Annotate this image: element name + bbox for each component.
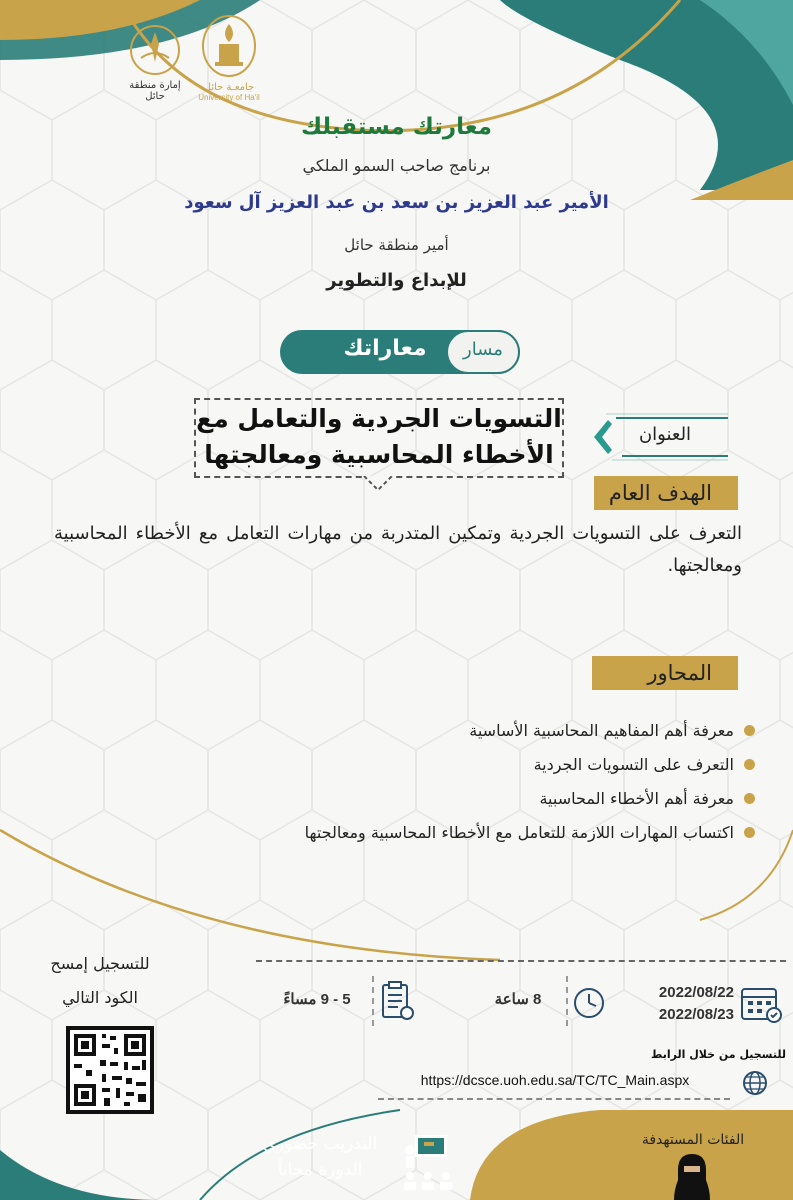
- track-name: معاراتك: [343, 336, 427, 361]
- program-suffix: للإبداع والتطوير: [326, 270, 467, 291]
- university-logo: [196, 14, 262, 102]
- training-classroom-icon: [398, 1132, 458, 1196]
- track-pill: [280, 330, 520, 374]
- clock-icon: [572, 986, 606, 1020]
- divider-arc-decoration: [0, 800, 793, 970]
- date-start: 2022/08/22: [658, 984, 734, 1001]
- prince-title: أمير منطقة حائل: [344, 236, 449, 254]
- clipboard-icon: [380, 980, 416, 1022]
- axes-item: معرفة أهم المفاهيم المحاسبية الأساسية: [469, 716, 755, 744]
- scan-instruction-line2: الكود التالي: [62, 988, 138, 1007]
- university-name-en: University of Ha'il: [198, 93, 260, 102]
- link-label: للتسجيل من خلال الرابط: [651, 1048, 786, 1061]
- program-name: معارتك مستقبلك: [301, 114, 492, 140]
- schedule-divider: [372, 976, 374, 1026]
- title-tag-label: العنوان: [638, 424, 692, 445]
- track-label: مسار: [463, 339, 503, 360]
- duration-hours: 8 ساعة: [494, 991, 542, 1008]
- program-line: برنامج صاحب السمو الملكي: [302, 156, 491, 175]
- date-end: 2022/08/23: [658, 1006, 734, 1023]
- university-emblem-icon: [199, 14, 259, 80]
- woman-avatar-icon: [672, 1150, 712, 1200]
- axes-heading: المحاور: [592, 656, 738, 690]
- bullet-icon: [744, 759, 755, 770]
- emirate-name-ar: إمارة منطقة حائل: [129, 80, 181, 102]
- bullet-icon: [744, 725, 755, 736]
- registration-url[interactable]: https://dcsce.uoh.edu.sa/TC/TC_Main.aspx: [420, 1072, 690, 1088]
- objective-text: التعرف على التسويات الجردية وتمكين المتدربة من مهارات التعامل مع الأخطاء المحاسبية ومعالجتها.: [54, 523, 742, 576]
- course-title-line2: الأخطاء المحاسبية ومعالجتها: [204, 440, 554, 469]
- objective-heading: الهدف العام: [594, 476, 738, 510]
- course-free: الدورة مجاناً: [277, 1160, 363, 1180]
- axes-item: اكتساب المهارات اللازمة للتعامل مع الأخطاء المحاسبية ومعالجتها: [305, 818, 755, 846]
- globe-icon: [742, 1070, 768, 1096]
- axes-item: معرفة أهم الأخطاء المحاسبية: [539, 784, 755, 812]
- university-name-ar: جامعـة حائل: [203, 82, 255, 93]
- target-audience-label: الفئات المستهدفة: [641, 1132, 745, 1148]
- training-mode: التدريب حضوري: [262, 1134, 378, 1154]
- course-title-line1: التسويات الجردية والتعامل مع: [196, 404, 562, 433]
- emirate-emblem-icon: [127, 22, 183, 76]
- scan-instruction-line1: للتسجيل إمسح: [50, 954, 150, 973]
- axes-item: التعرف على التسويات الجردية: [534, 750, 755, 778]
- session-time: 5 - 9 مساءً: [283, 991, 351, 1008]
- title-box-pointer: [362, 476, 394, 492]
- schedule-divider: [566, 976, 568, 1026]
- prince-name: الأمير عبد العزيز بن سعد بن عبد العزيز آل سعود: [184, 192, 609, 213]
- emirate-logo: [120, 22, 190, 102]
- calendar-icon: [740, 984, 784, 1024]
